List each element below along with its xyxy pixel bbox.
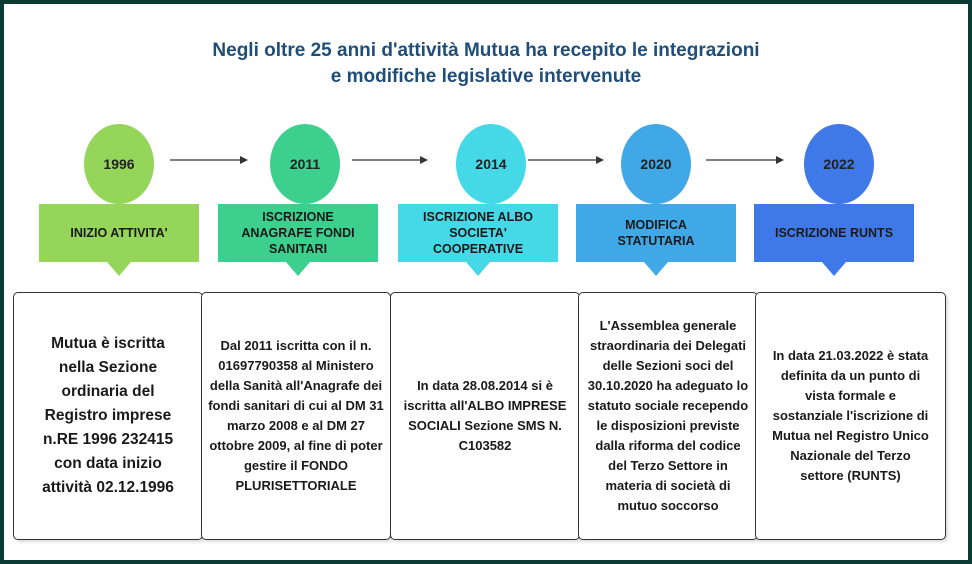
arrow-right-icon: [170, 153, 248, 167]
label-text: INIZIO ATTIVITA': [70, 226, 168, 240]
card-text: In data 28.08.2014 si è iscritta all'ALBO IMPRESE SOCIALI Sezione SMS N. C103582: [403, 378, 567, 453]
card-text: L'Assemblea generale straordinaria dei Delegati delle Sezioni soci del 30.10.2020 ha adeguato lo statuto sociale recependo le disposizioni previste dalla riforma del codice del Terzo Settore in materia di società di mutuo soccorso: [587, 318, 749, 513]
card-1996: [13, 292, 203, 540]
label-albo-cooperative: [398, 204, 558, 262]
year-circle-2011: 2011: [270, 124, 340, 204]
label-iscrizione-runts: [754, 204, 914, 262]
arrow-right-icon: [528, 153, 604, 167]
arrow-right-icon: [706, 153, 784, 167]
label-anagrafe-fondi: [218, 204, 378, 262]
card-text: Mutua è iscritta nella Sezione ordinaria del Registro imprese n.RE 1996 232415 con data inizio attività 02.12.1996: [42, 335, 174, 496]
card-2022: [755, 292, 946, 540]
year-circle-2022: 2022: [804, 124, 874, 204]
label-text: ISCRIZIONE ALBO SOCIETA' COOPERATIVE: [423, 210, 533, 256]
card-text: Dal 2011 iscritta con il n. 01697790358 al Ministero della Sanità all'Anagrafe dei fondi sanitari di cui al DM 31 marzo 2008 e al DM 27 ottobre 2009, al fine di poter gestire il FONDO PLURISETTORIALE: [208, 338, 384, 493]
label-text: MODIFICA STATUTARIA: [617, 218, 695, 248]
card-2014: [390, 292, 580, 540]
year-circle-1996: 1996: [84, 124, 154, 204]
arrow-right-icon: [352, 153, 428, 167]
label-modifica-statutaria: [576, 204, 736, 262]
card-2020: [578, 292, 758, 540]
page-title: Negli oltre 25 anni d'attività Mutua ha recepito le integrazioni: [212, 40, 760, 61]
label-text: ISCRIZIONE ANAGRAFE FONDI SANITARI: [241, 210, 355, 256]
card-2011: [201, 292, 391, 540]
card-text: In data 21.03.2022 è stata definita da un punto di vista formale e sostanziale l'iscrizione di Mutua nel Registro Unico Nazionale del Terzo settore (RUNTS): [772, 348, 929, 483]
timeline-infographic: [4, 4, 968, 560]
page-subtitle: e modifiche legislative intervenute: [330, 66, 642, 87]
year-circle-2020: 2020: [621, 124, 691, 204]
label-text: ISCRIZIONE RUNTS: [774, 226, 894, 240]
label-inizio-attivita: [39, 204, 199, 262]
year-circle-2014: 2014: [456, 124, 526, 204]
